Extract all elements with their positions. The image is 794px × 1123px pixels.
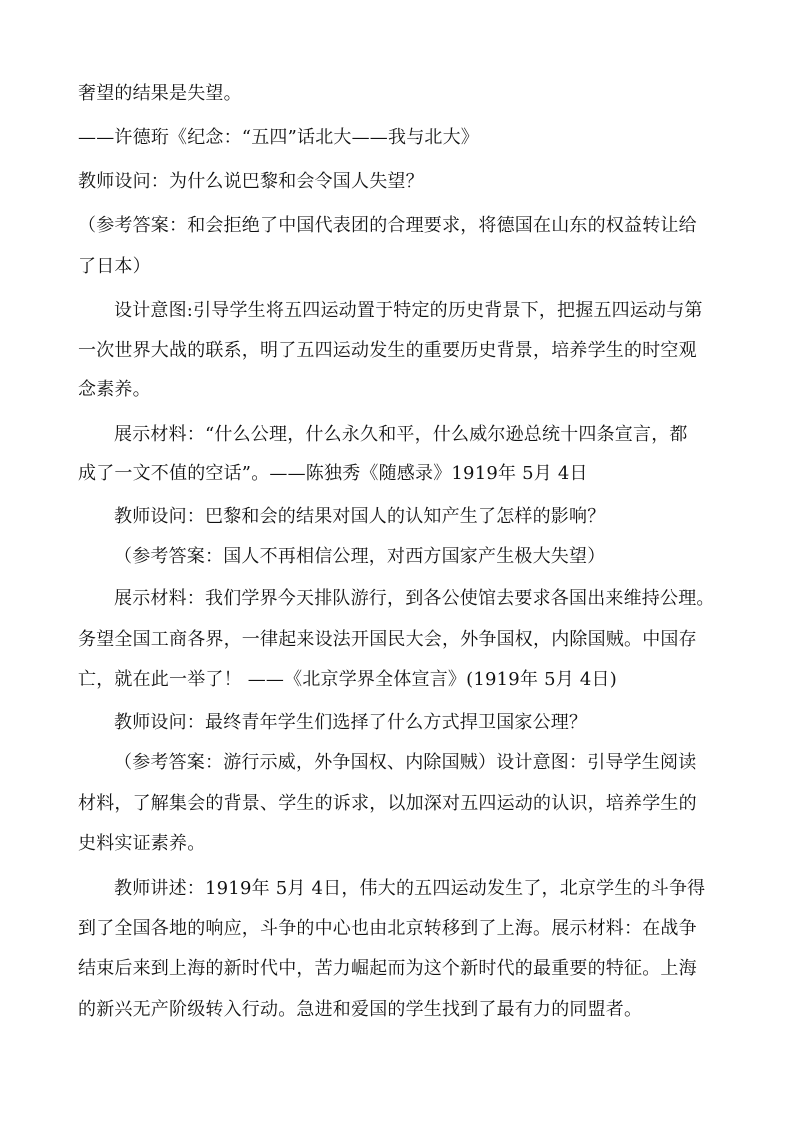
material-display-continued: 务望全国工商各界，一律起来设法开国民大会，外争国权，内除国贼。中国存	[78, 629, 697, 650]
reference-answer: （参考答案：国人不再相信公理，对西方国家产生极大失望）	[114, 546, 606, 567]
design-intent: 设计意图:引导学生将五四运动置于特定的历史背景下，把握五四运动与第	[114, 300, 703, 321]
text-line: 奢望的结果是失望。	[78, 83, 242, 104]
design-intent-continued: 史料实证素养。	[78, 833, 206, 854]
reference-answer: （参考答案：和会拒绝了中国代表团的合理要求，将德国在山东的权益转让给	[78, 215, 697, 236]
material-display: 展示材料：“什么公理，什么永久和平，什么威尔逊总统十四条宣言，都	[114, 424, 688, 445]
teacher-question: 教师设问：最终青年学生们选择了什么方式捍卫国家公理？	[114, 712, 588, 733]
reference-answer-and-design-intent: （参考答案：游行示威，外争国权、内除国贼）设计意图：引导学生阅读	[114, 752, 697, 773]
citation-line: ——许德珩《纪念：“五四”话北大——我与北大》	[78, 127, 480, 148]
teacher-question: 教师设问：巴黎和会的结果对国人的认知产生了怎样的影响？	[114, 506, 606, 527]
design-intent-continued: 材料，了解集会的背景、学生的诉求，以加深对五四运动的认识，培养学生的	[78, 793, 697, 814]
material-display: 展示材料：我们学界今天排队游行，到各公使馆去要求各国出来维持公理。	[114, 588, 715, 609]
design-intent-continued: 念素养。	[78, 379, 151, 400]
teacher-narration-continued: 的新兴无产阶级转入行动。急进和爱国的学生找到了最有力的同盟者。	[78, 999, 643, 1020]
material-citation: 亡，就在此一举了！ ——《北京学界全体宣言》(1919年 5月 4日)	[78, 669, 617, 690]
material-citation: 成了一文不值的空话”。——陈独秀《随感录》1919年 5月 4日	[78, 463, 588, 484]
teacher-narration-continued: 结束后来到上海的新时代中，苦力崛起而为这个新时代的最重要的特征。上海	[78, 958, 697, 979]
teacher-narration: 教师讲述：1919年 5月 4日，伟大的五四运动发生了，北京学生的斗争得	[114, 878, 706, 899]
design-intent-continued: 一次世界大战的联系，明了五四运动发生的重要历史背景，培养学生的时空观	[78, 340, 697, 361]
teacher-question: 教师设问：为什么说巴黎和会令国人失望？	[78, 171, 424, 192]
teacher-narration-continued: 到了全国各地的响应，斗争的中心也由北京转移到了上海。展示材料：在战争	[78, 918, 697, 939]
reference-answer-continued: 了日本）	[78, 256, 151, 277]
